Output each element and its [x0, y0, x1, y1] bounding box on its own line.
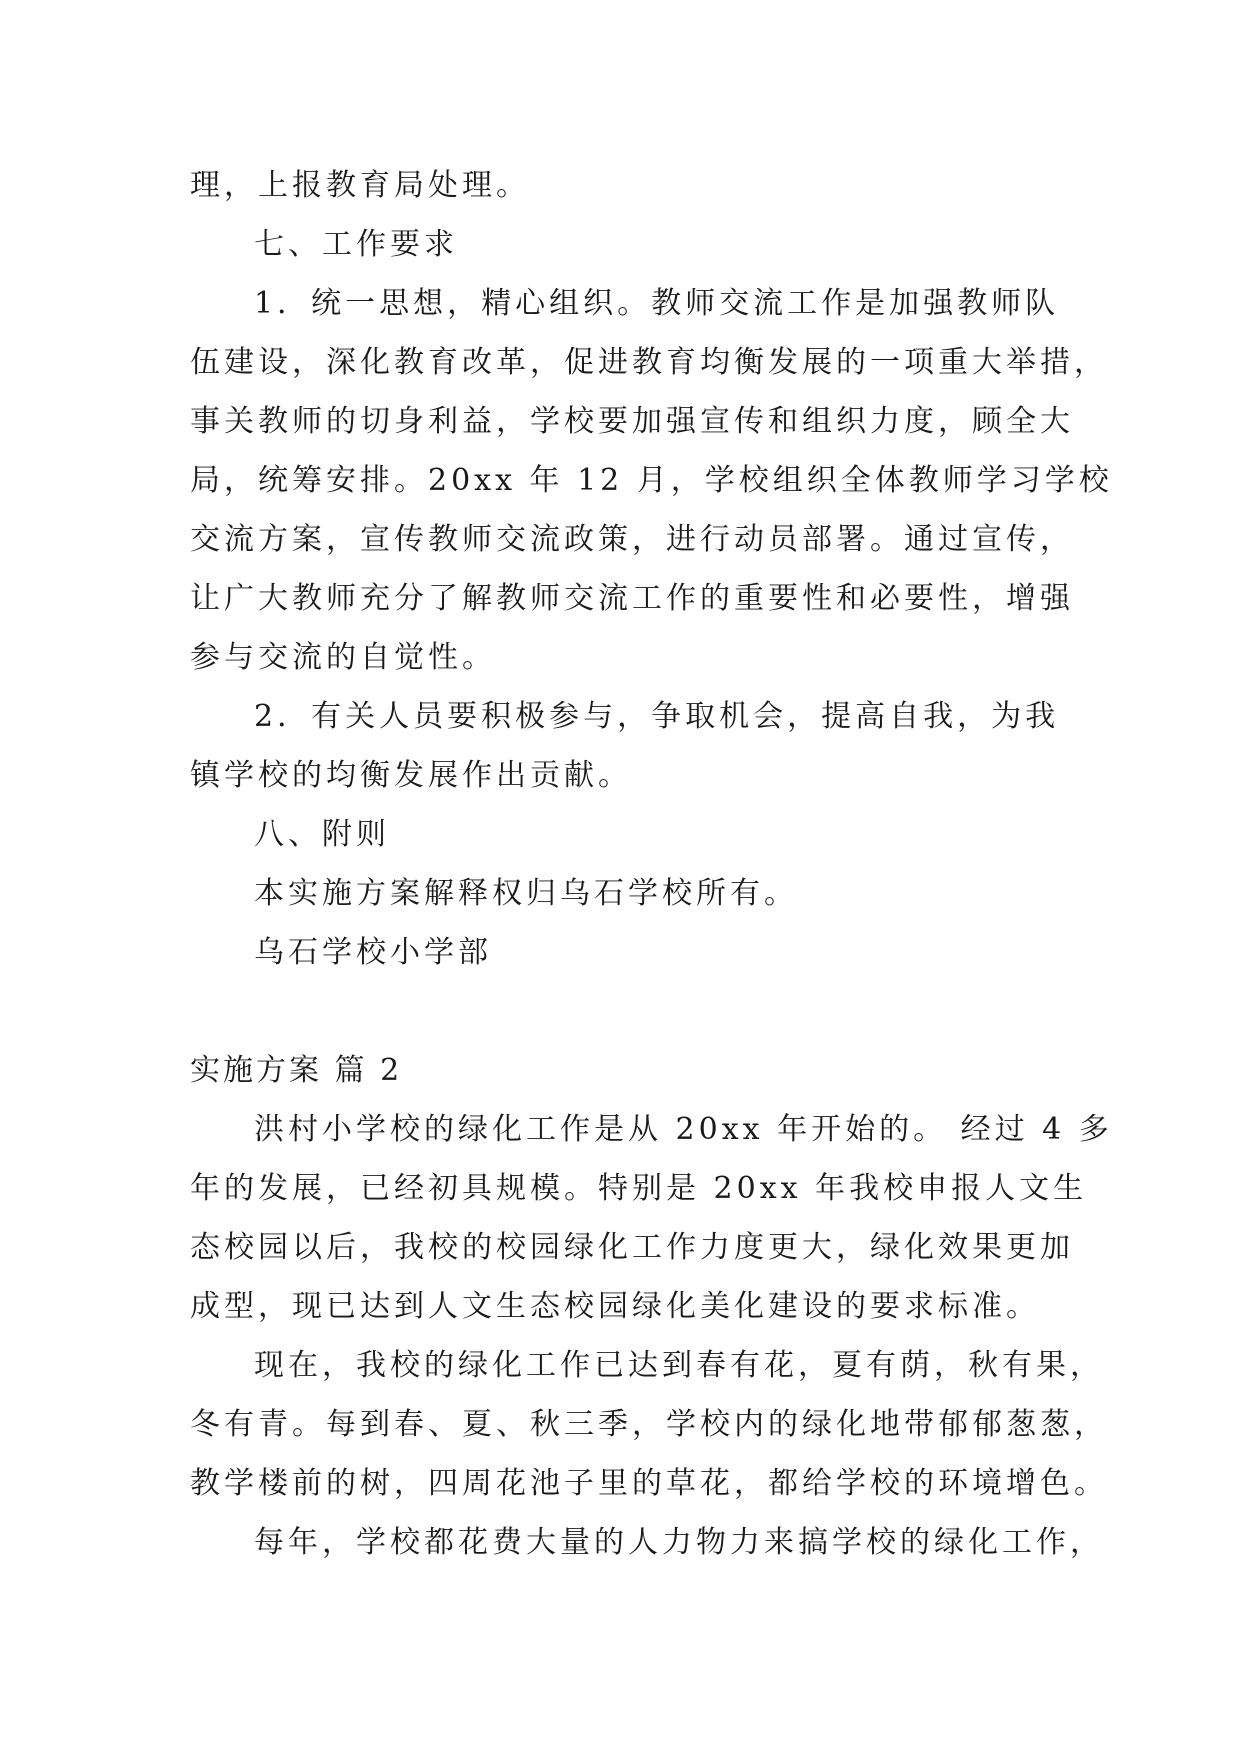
- paragraph-line: 事关教师的切身利益，学校要加强宣传和组织力度，顾全大: [190, 404, 1074, 439]
- paragraph-line: 每年，学校都花费大量的人力物力来搞学校的绿化工作，: [254, 1525, 1104, 1560]
- paragraph-line: 2．有关人员要积极参与，争取机会，提高自我，为我: [254, 699, 1060, 734]
- section-heading-appendix: 八、附则: [254, 817, 390, 852]
- paragraph-line: 现在，我校的绿化工作已达到春有花，夏有荫，秋有果，: [254, 1348, 1104, 1383]
- paragraph-line: 本实施方案解释权归乌石学校所有。: [254, 876, 798, 911]
- paragraph-line: 洪村小学校的绿化工作是从 20xx 年开始的。 经过 4 多: [254, 1112, 1113, 1147]
- document-body: [190, 156, 1113, 1572]
- paragraph-line: 教学楼前的树，四周花池子里的草花，都给学校的环境增色。: [190, 1466, 1108, 1501]
- signature-line: 乌石学校小学部: [254, 935, 492, 970]
- paragraph-line: 让广大教师充分了解教师交流工作的重要性和必要性，增强: [190, 581, 1074, 616]
- section-spacer: [190, 982, 1060, 1041]
- paragraph-line: 交流方案，宣传教师交流政策，进行动员部署。通过宣传，: [190, 522, 1074, 557]
- paragraph-line: 伍建设，深化教育改革，促进教育均衡发展的一项重大举措，: [190, 345, 1108, 380]
- paragraph-line: 冬有青。每到春、夏、秋三季，学校内的绿化地带郁郁葱葱，: [190, 1407, 1108, 1442]
- section-title: 实施方案 篇 2: [190, 1053, 403, 1088]
- paragraph-line: 1．统一思想，精心组织。教师交流工作是加强教师队: [254, 286, 1060, 321]
- paragraph-line: 成型，现已达到人文生态校园绿化美化建设的要求标准。: [190, 1289, 1040, 1324]
- paragraph-line: 镇学校的均衡发展作出贡献。: [190, 758, 632, 793]
- section-heading-work-requirements: 七、工作要求: [254, 227, 458, 262]
- paragraph-line: 年的发展，已经初具规模。特别是 20xx 年我校申报人文生: [190, 1171, 1088, 1206]
- paragraph-line: 态校园以后，我校的校园绿化工作力度更大，绿化效果更加: [190, 1230, 1074, 1265]
- paragraph-line: 局，统筹安排。20xx 年 12 月，学校组织全体教师学习学校: [190, 463, 1113, 498]
- paragraph-line: 理，上报教育局处理。: [190, 168, 530, 203]
- paragraph-line: 参与交流的自觉性。: [190, 640, 496, 675]
